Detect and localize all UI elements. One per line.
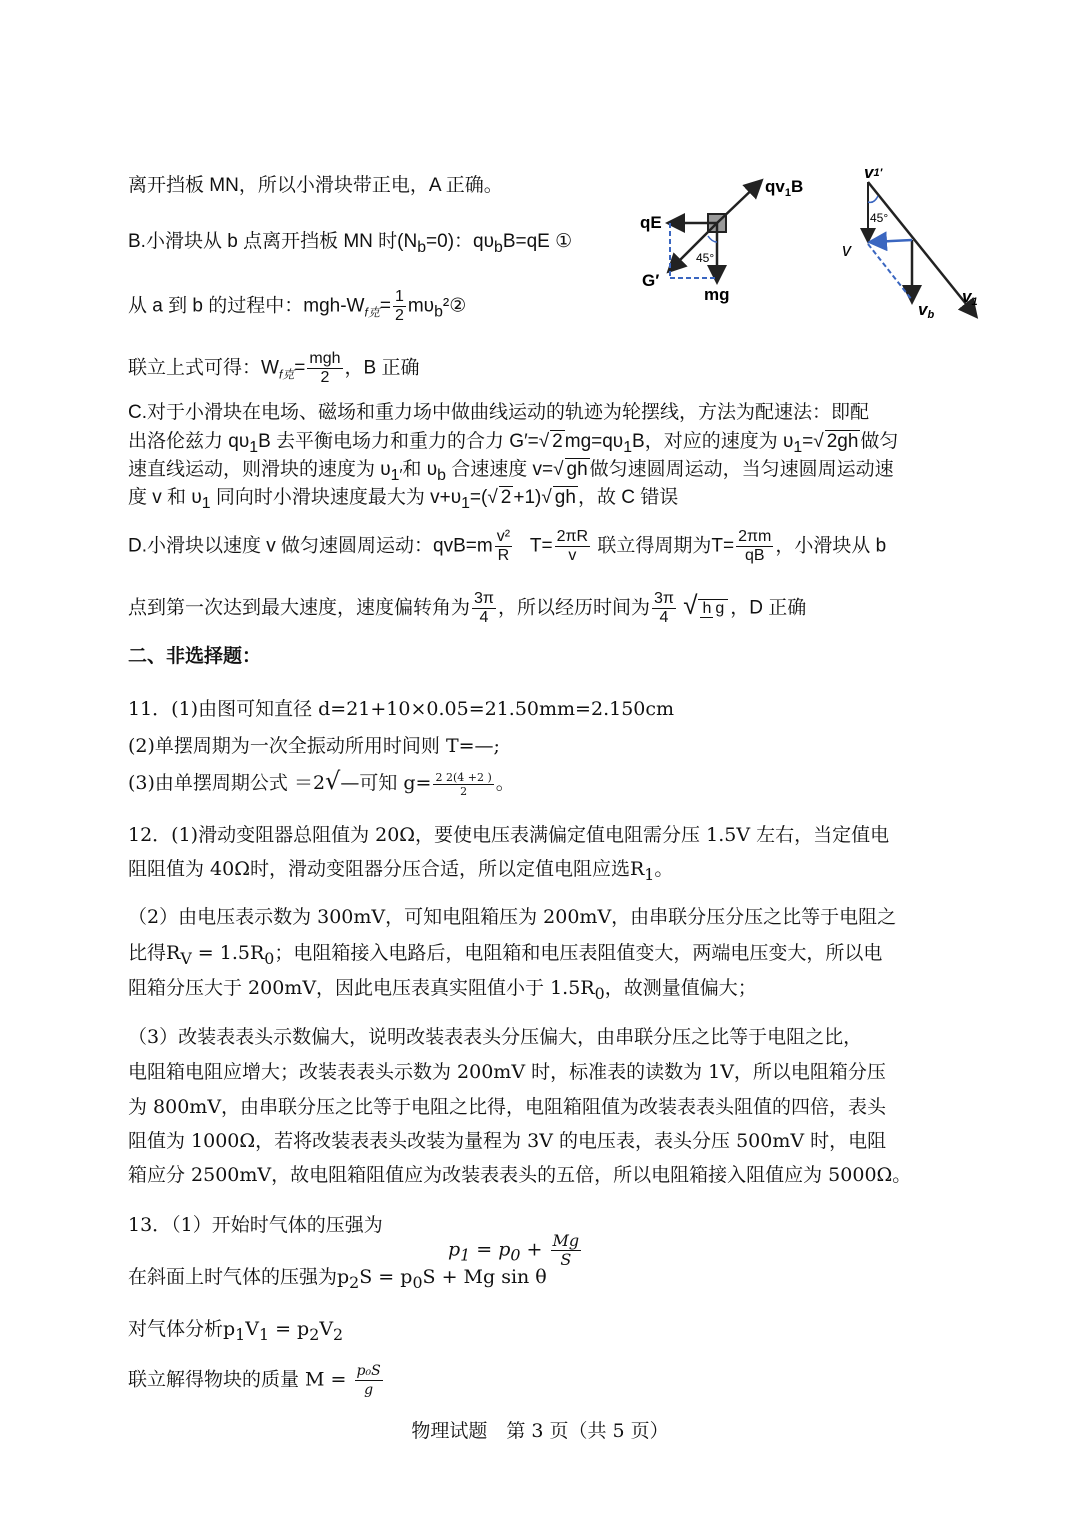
v-arrow — [872, 240, 912, 242]
radicand: 2gh — [826, 431, 859, 452]
subscript: 0 — [412, 1272, 423, 1292]
denominator: R — [497, 547, 510, 564]
radicand: 2 — [552, 431, 563, 452]
text: 合速速度 v= — [445, 459, 554, 480]
text-line-q13-3 — [128, 1318, 343, 1346]
text-line-d2 — [128, 590, 806, 627]
fraction-h-g — [698, 599, 728, 618]
denominator: g — [715, 600, 725, 617]
text-line-q12-6 — [128, 1026, 862, 1048]
label-mg: mg — [704, 285, 730, 304]
text-line-a-conclusion — [128, 175, 503, 197]
text: ，故测量值偏大； — [604, 977, 757, 999]
sqrt-sign — [813, 431, 823, 452]
subscript: 0 — [510, 1245, 521, 1265]
text: = — [294, 357, 306, 379]
denominator: 4 — [479, 609, 489, 626]
text: = p — [269, 1318, 310, 1340]
text-line-q12-2 — [128, 858, 673, 886]
text: =( — [469, 487, 488, 508]
text: ，故 C 错误 — [577, 487, 679, 508]
text: 12．(1)滑动变阻器总阻值为 20Ω，要使电压表满偏定值电阻需分压 1.5V 左右，当定值电 — [128, 824, 890, 846]
text: C.对于小滑块在电场、磁场和重力场中做曲线运动的轨迹为轮摆线，方法为配速法：即配 — [128, 402, 870, 423]
formula-p1 — [448, 1232, 583, 1269]
fraction-half — [393, 288, 406, 325]
text: 联立解得物块的质量 M = — [128, 1368, 353, 1391]
text: ，所以经历时间为 — [497, 597, 650, 619]
label-qe: qE — [640, 213, 662, 232]
velocity-diagram — [830, 160, 990, 325]
label-angle: 45° — [696, 251, 715, 265]
page-footer: 物理试题 第 3 页（共 5 页） — [411, 1420, 669, 1442]
text: T= — [529, 535, 553, 557]
text-line-c2 — [128, 430, 898, 459]
angle-arc — [868, 196, 878, 202]
text-line-c1 — [128, 402, 869, 424]
fraction-mgh — [307, 350, 342, 387]
text: + — [520, 1238, 549, 1261]
text-line-work-result — [128, 350, 419, 387]
text-line-q12-8 — [128, 1096, 886, 1118]
subscript: f克 — [364, 305, 380, 320]
numerator: 2 2(4 +2 ) — [435, 770, 492, 784]
text: +1) — [513, 487, 542, 508]
fraction-p0s-g — [355, 1362, 383, 1399]
text: 二、非选择题： — [128, 646, 262, 667]
subscript: 2 — [309, 1324, 320, 1344]
denominator: qB — [744, 547, 765, 564]
text-line-q12-3 — [128, 906, 896, 928]
text: =0)：qυ — [426, 231, 494, 252]
subscript: b — [434, 303, 443, 321]
radicand: gh — [566, 459, 588, 480]
text: (3)由单摆周期公式 ＝2 — [128, 772, 326, 794]
text: V — [319, 1318, 334, 1340]
text: 为 800mV，由串联分压之比等于电阻之比得，电阻箱阻值为改装表表头阻值的四倍，表头 — [128, 1096, 887, 1118]
text: mg=qυ — [564, 431, 624, 452]
fraction-g — [433, 771, 493, 798]
text: mυ — [407, 295, 435, 317]
text: 出洛伦兹力 qυ — [128, 431, 250, 452]
denominator: 2 — [460, 784, 468, 798]
text-line-b-condition — [128, 231, 572, 259]
text: ，B 正确 — [344, 357, 420, 379]
text: 。 — [654, 858, 674, 880]
denominator: 2 — [320, 369, 330, 386]
text: B.小滑块从 b 点离开挡板 MN 时(N — [128, 231, 418, 252]
text: ，小滑块从 b — [775, 535, 887, 557]
numerator: p₀S — [356, 1363, 381, 1379]
numerator: 3π — [474, 590, 494, 607]
fraction-v2-r — [495, 528, 512, 565]
denominator: 2 — [394, 307, 404, 324]
text: S = p — [359, 1266, 413, 1288]
text: B 去平衡电场力和重力的合力 G′= — [258, 431, 539, 452]
subscript: 2 — [349, 1272, 360, 1292]
subscript: 1 — [644, 864, 655, 884]
text-line-q12-1 — [128, 824, 889, 846]
label-v: v — [842, 240, 851, 260]
text-line-q12-9 — [128, 1130, 886, 1152]
text-line-d1 — [128, 528, 886, 565]
text-line-c4 — [128, 486, 678, 515]
label-vb: vb — [918, 300, 935, 321]
text: V — [245, 1318, 259, 1340]
radicand: gh — [554, 487, 576, 508]
text: = p — [470, 1238, 511, 1261]
text: 箱应分 2500mV，故电阻箱阻值应为改装表表头的五倍，所以电阻箱接入阻值应为 5000Ω。 — [128, 1164, 912, 1186]
denominator: 4 — [659, 609, 669, 626]
subscript: 1 — [201, 494, 211, 512]
sqrt-sign — [553, 459, 563, 480]
fraction-2pir-v — [555, 528, 591, 565]
text: 阻箱分压大于 200mV，因此电压表真实阻值小于 1.5R — [128, 977, 595, 999]
radicand: 2 — [500, 487, 512, 508]
text: 比得R — [128, 942, 181, 964]
subscript: 1 — [623, 438, 633, 456]
text: 。 — [495, 772, 515, 794]
text: 对气体分析p — [128, 1318, 236, 1340]
text: 阻阻值为 40Ω时，滑动变阻器分压合适，所以定值电阻应选R — [128, 858, 645, 880]
text: B，对应的速度为 υ — [632, 431, 794, 452]
qvb-arrow — [717, 182, 760, 223]
force-diagram — [630, 170, 830, 310]
text: 13．（1）开始时气体的压强为 — [128, 1214, 383, 1236]
text: 速直线运动，则滑块的速度为 υ — [128, 459, 391, 480]
text-line-q12-4 — [128, 942, 882, 970]
text-line-q12-7 — [128, 1061, 886, 1083]
text: (2)单摆周期为一次全振动所用时间则 T=—; — [128, 735, 500, 757]
text-line-q13-2 — [128, 1266, 547, 1294]
text: 阻值为 1000Ω，若将改装表表头改装为量程为 3V 的电压表，表头分压 500mV 时，电阻 — [128, 1130, 887, 1152]
sqrt-sign — [487, 487, 497, 508]
subscript: b — [417, 238, 427, 256]
text: 电阻箱电阻应增大；改装表表头示数为 200mV 时，标准表的读数为 1V，所以电阻箱分压 — [128, 1061, 886, 1083]
text: 做匀速圆周运动，当匀速圆周运动速 — [589, 459, 894, 480]
text: 从 a 到 b 的过程中：mgh-W — [128, 295, 365, 317]
fraction-2pim-qb — [736, 528, 773, 565]
numerator: 1 — [394, 288, 404, 305]
subscript: 1′ — [390, 466, 403, 484]
text: D.小滑块以速度 v 做匀速圆周运动：qvB=m — [128, 535, 493, 557]
label-g-prime: G′ — [642, 271, 660, 290]
numerator: v² — [496, 528, 511, 545]
text-line-q13-4 — [128, 1362, 385, 1399]
text: 和 υ — [402, 459, 438, 480]
subscript: f克 — [278, 367, 295, 382]
subscript: 1 — [258, 1324, 270, 1344]
text: = — [802, 431, 814, 452]
text: ²② — [442, 295, 467, 317]
text: 同向时小滑块速度最大为 v+υ — [210, 487, 462, 508]
text: p — [448, 1238, 461, 1261]
text-line-energy — [128, 288, 466, 325]
dashed-line — [868, 244, 912, 300]
text: 离开挡板 MN，所以小滑块带正电，A 正确。 — [128, 175, 503, 196]
text: 联立得周期为T= — [592, 535, 735, 557]
text: S + Mg sin θ — [422, 1266, 547, 1288]
subscript: 0 — [264, 948, 275, 968]
label-v1: v1 — [962, 287, 978, 308]
text-line-q11-3 — [128, 770, 515, 798]
text: （3）改装表表头示数偏大，说明改装表表头分压偏大，由串联分压之比等于电阻之比， — [128, 1026, 863, 1048]
angle-arc — [708, 236, 717, 242]
numerator: Mg — [552, 1231, 580, 1250]
numerator: 2πR — [556, 528, 589, 545]
v1-arrow — [868, 182, 975, 315]
label-angle: 45° — [870, 211, 889, 225]
text: 在斜面上时气体的压强为p — [128, 1266, 350, 1288]
text: 点到第一次达到最大速度，速度偏转角为 — [128, 597, 471, 619]
text-line-q13-1 — [128, 1214, 383, 1236]
numerator: mgh — [309, 350, 341, 367]
numerator: 3π — [653, 590, 674, 607]
denominator: v — [568, 547, 577, 564]
sqrt-sign — [325, 767, 340, 795]
text: B=qE ① — [502, 231, 573, 252]
text-line-q11-2 — [128, 735, 500, 757]
text-line-q11-1 — [128, 698, 674, 720]
subscript: 1 — [249, 438, 259, 456]
text: 做匀 — [860, 431, 899, 452]
sqrt-sign — [541, 487, 551, 508]
subscript: 0 — [594, 983, 605, 1003]
section-heading — [128, 646, 261, 668]
text: 联立上式可得：W — [128, 357, 279, 379]
text-line-q12-5 — [128, 977, 757, 1005]
subscript: b — [437, 466, 446, 484]
text: ；电阻箱接入电路后，电阻箱和电压表阻值变大，两端电压变大，所以电 — [274, 942, 883, 964]
text: = — [379, 295, 391, 317]
label-v1-prime: v1′ — [864, 163, 883, 182]
numerator: h — [702, 600, 712, 617]
sqrt-sign — [539, 431, 549, 452]
fraction-3pi-4 — [652, 590, 676, 627]
subscript: 1 — [461, 494, 470, 512]
text: 11．(1)由图可知直径 d=21+10×0.05=21.50mm=2.150cm — [128, 698, 675, 720]
numerator: 2πm — [738, 528, 772, 545]
denominator: S — [560, 1250, 572, 1269]
text: ，D 正确 — [730, 597, 807, 619]
subscript: 1 — [235, 1324, 246, 1344]
sqrt-sign — [683, 590, 697, 620]
fraction-mg-s — [551, 1232, 582, 1269]
subscript: 1 — [793, 438, 803, 456]
subscript: 1 — [460, 1245, 471, 1265]
subscript: V — [180, 948, 192, 968]
text-line-q12-10 — [128, 1164, 911, 1186]
text: = 1.5R — [191, 942, 265, 964]
subscript: 2 — [333, 1324, 344, 1344]
fraction-3pi-4 — [472, 590, 496, 627]
subscript: b — [494, 238, 503, 256]
text: （2）由电压表示数为 300mV，可知电阻箱压为 200mV，由串联分压分压之比等于电阻之 — [128, 906, 897, 928]
denominator: g — [364, 1382, 374, 1398]
label-qvb: $qv_1B$ — [765, 177, 804, 199]
text-line-c3 — [128, 458, 894, 487]
text: 度 v 和 υ — [128, 487, 202, 508]
text: —可知 g= — [340, 772, 432, 794]
